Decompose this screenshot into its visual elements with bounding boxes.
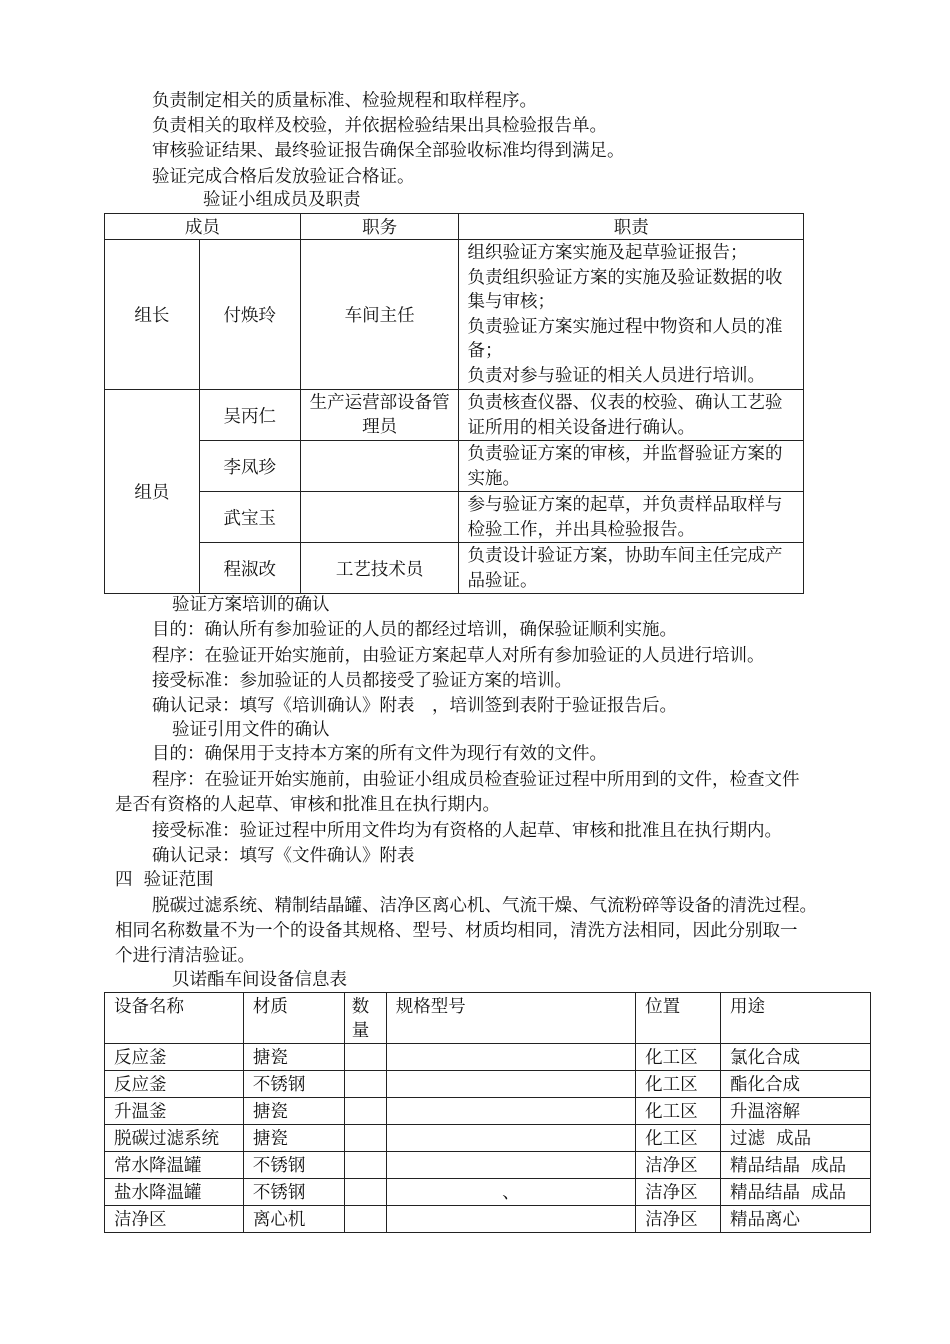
equipment-header-row (105, 993, 871, 1044)
duty-line: 组织验证方案实施及起草验证报告； (467, 243, 748, 263)
equipment-name: 反应釜 (105, 1044, 244, 1071)
equipment-use: 升温溶解 (721, 1098, 871, 1125)
equipment-material: 不锈钢 (243, 1179, 344, 1206)
leader-name: 付焕玲 (199, 240, 300, 390)
equipment-location: 洁净区 (636, 1152, 721, 1179)
equipment-location: 洁净区 (636, 1206, 721, 1233)
header-use: 用途 (721, 993, 871, 1044)
equipment-spec: 、 (386, 1179, 635, 1206)
equipment-name: 升温釜 (105, 1098, 244, 1125)
member-position (300, 492, 459, 543)
equipment-qty (344, 1071, 386, 1098)
equipment-material: 不锈钢 (243, 1152, 344, 1179)
member-table (104, 213, 804, 594)
member-role: 组员 (105, 390, 200, 594)
intro-line: 负责相关的取样及校验，并依据检验结果出具检验报告单。 (152, 116, 607, 136)
equipment-name: 脱碳过滤系统 (105, 1125, 244, 1152)
training-criteria: 接受标准：参加验证的人员都接受了验证方案的培训。 (152, 671, 572, 691)
leader-role: 组长 (105, 240, 200, 390)
header-member: 成员 (105, 214, 301, 240)
header-location: 位置 (636, 993, 721, 1044)
equipment-use: 精品结晶 成品 (721, 1179, 871, 1206)
leader-position: 车间主任 (300, 240, 459, 390)
member-row (105, 441, 804, 492)
equipment-qty (344, 1098, 386, 1125)
documents-purpose: 目的：确保用于支持本方案的所有文件为现行有效的文件。 (152, 744, 607, 764)
member-duty: 参与验证方案的起草，并负责样品取样与检验工作，并出具检验报告。 (459, 492, 804, 543)
documents-procedure-cont: 是否有资格的人起草、审核和批准且在执行期内。 (115, 795, 500, 815)
training-record: 确认记录：填写《培训确认》附表 ，培训签到表附于验证报告后。 (152, 696, 677, 716)
header-qty (344, 993, 386, 1044)
header-material: 材质 (243, 993, 344, 1044)
equipment-row (105, 1152, 871, 1179)
intro-line: 验证完成合格后发放验证合格证。 (152, 167, 415, 187)
equipment-name: 反应釜 (105, 1071, 244, 1098)
duty-line: 负责验证方案实施过程中物资和人员的准备； (467, 316, 783, 361)
equipment-row (105, 1125, 871, 1152)
member-row (105, 543, 804, 594)
equipment-spec (386, 1044, 635, 1071)
header-position: 职务 (300, 214, 459, 240)
header-duty: 职责 (459, 214, 804, 240)
equipment-material: 搪瓷 (243, 1125, 344, 1152)
documents-record: 确认记录：填写《文件确认》附表 (152, 846, 415, 866)
equipment-spec (386, 1152, 635, 1179)
scope-heading: 四 验证范围 (115, 870, 214, 890)
member-name: 吴丙仁 (199, 390, 300, 441)
member-name: 程淑改 (199, 543, 300, 594)
training-procedure: 程序：在验证开始实施前，由验证方案起草人对所有参加验证的人员进行培训。 (152, 646, 765, 666)
equipment-use: 过滤 成品 (721, 1125, 871, 1152)
equipment-name: 常水降温罐 (105, 1152, 244, 1179)
intro-line: 审核验证结果、最终验证报告确保全部验收标准均得到满足。 (152, 141, 625, 161)
equipment-spec (386, 1206, 635, 1233)
equipment-row (105, 1071, 871, 1098)
member-row (105, 492, 804, 543)
equipment-location: 洁净区 (636, 1179, 721, 1206)
equipment-name: 盐水降温罐 (105, 1179, 244, 1206)
header-name: 设备名称 (105, 993, 244, 1044)
duty-line: 负责对参与验证的相关人员进行培训。 (467, 365, 765, 386)
documents-procedure: 程序：在验证开始实施前，由验证小组成员检查验证过程中所用到的文件，检查文件 (152, 770, 800, 790)
equipment-location: 化工区 (636, 1125, 721, 1152)
equipment-use: 酯化合成 (721, 1071, 871, 1098)
equipment-use: 精品离心 (721, 1206, 871, 1233)
header-qty-char: 量 (351, 1021, 370, 1041)
documents-title: 验证引用文件的确认 (172, 720, 330, 740)
equipment-spec (386, 1098, 635, 1125)
equipment-table-caption: 贝诺酯车间设备信息表 (172, 970, 347, 990)
equipment-location: 化工区 (636, 1044, 721, 1071)
equipment-material: 搪瓷 (243, 1044, 344, 1071)
equipment-spec (386, 1071, 635, 1098)
header-spec: 规格型号 (386, 993, 635, 1044)
equipment-qty (344, 1179, 386, 1206)
equipment-name: 洁净区 (105, 1206, 244, 1233)
equipment-row (105, 1044, 871, 1071)
equipment-qty (344, 1152, 386, 1179)
equipment-material: 离心机 (243, 1206, 344, 1233)
equipment-location: 化工区 (636, 1098, 721, 1125)
training-purpose: 目的：确认所有参加验证的人员的都经过培训，确保验证顺利实施。 (152, 620, 677, 640)
scope-paragraph: 脱碳过滤系统、精制结晶罐、洁净区离心机、气流干燥、气流粉碎等设备的清洗过程。 (152, 896, 817, 916)
header-qty-char: 数 (351, 997, 370, 1017)
equipment-spec (386, 1125, 635, 1152)
duty-line: 负责组织验证方案的实施及验证数据的收集与审核； (467, 267, 783, 312)
equipment-location: 化工区 (636, 1071, 721, 1098)
equipment-qty (344, 1044, 386, 1071)
intro-line: 负责制定相关的质量标准、检验规程和取样程序。 (152, 91, 537, 111)
equipment-use: 氯化合成 (721, 1044, 871, 1071)
equipment-qty (344, 1125, 386, 1152)
member-position: 生产运营部设备管理员 (300, 390, 459, 441)
equipment-row (105, 1098, 871, 1125)
training-title: 验证方案培训的确认 (172, 595, 330, 615)
scope-paragraph: 个进行清洁验证。 (115, 946, 255, 966)
member-row (105, 390, 804, 441)
equipment-table (104, 992, 871, 1233)
member-position: 工艺技术员 (300, 543, 459, 594)
leader-row (105, 240, 804, 390)
member-duty: 负责核查仪器、仪表的校验、确认工艺验证所用的相关设备进行确认。 (459, 390, 804, 441)
member-table-caption: 验证小组成员及职责 (203, 190, 361, 210)
member-position (300, 441, 459, 492)
leader-duties (459, 240, 804, 390)
equipment-row (105, 1179, 871, 1206)
documents-criteria: 接受标准：验证过程中所用文件均为有资格的人起草、审核和批准且在执行期内。 (152, 821, 782, 841)
member-duty: 负责验证方案的审核，并监督验证方案的实施。 (459, 441, 804, 492)
equipment-material: 不锈钢 (243, 1071, 344, 1098)
scope-paragraph: 相同名称数量不为一个的设备其规格、型号、材质均相同，清洗方法相同，因此分别取一 (115, 921, 798, 941)
equipment-material: 搪瓷 (243, 1098, 344, 1125)
equipment-use: 精品结晶 成品 (721, 1152, 871, 1179)
member-table-header-row (105, 214, 804, 240)
member-name: 武宝玉 (199, 492, 300, 543)
equipment-row (105, 1206, 871, 1233)
member-name: 李凤珍 (199, 441, 300, 492)
member-duty: 负责设计验证方案，协助车间主任完成产品验证。 (459, 543, 804, 594)
equipment-qty (344, 1206, 386, 1233)
